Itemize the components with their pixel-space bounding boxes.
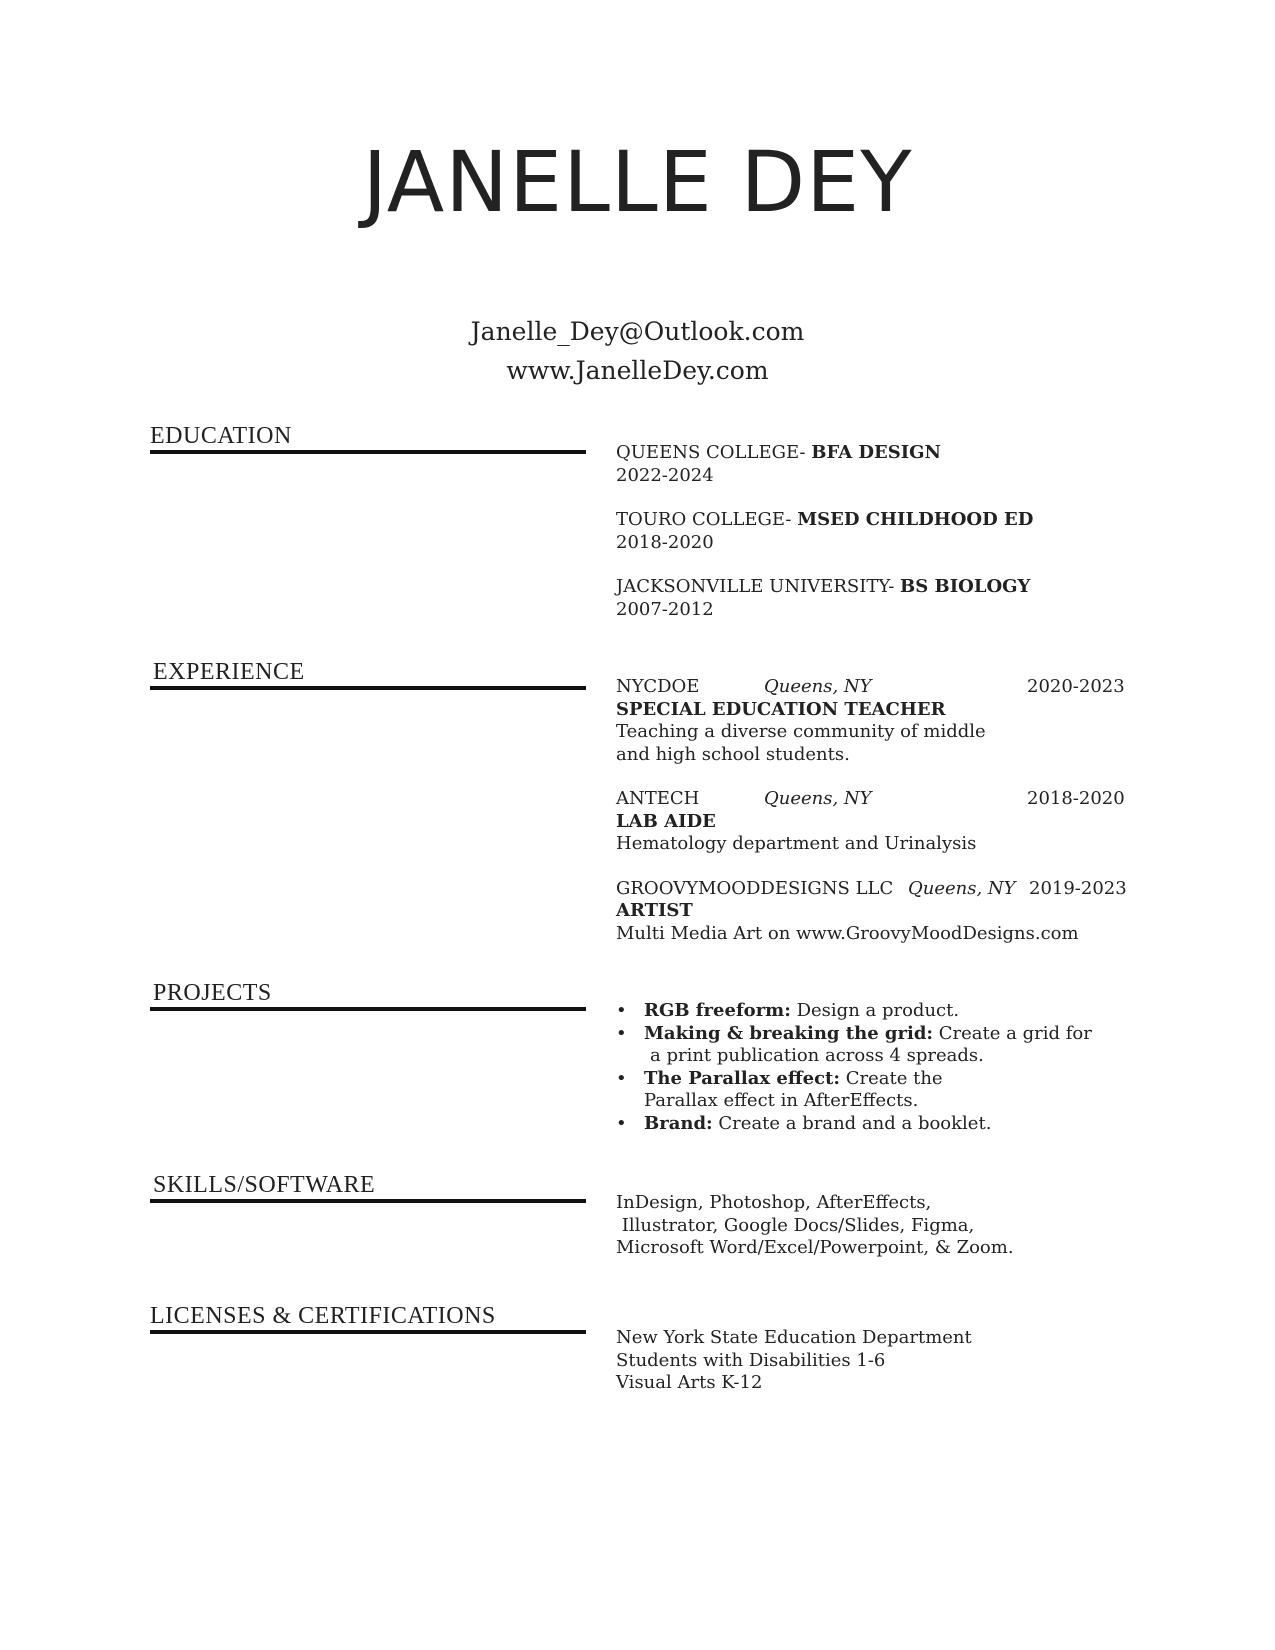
employer: GROOVYMOODDESIGNS LLC — [616, 877, 894, 899]
license-line: Visual Arts K-12 — [616, 1372, 763, 1393]
job-description-line: Hematology department and Urinalysis — [616, 833, 977, 854]
project-item — [616, 1113, 1156, 1136]
project-description: Create a grid for — [933, 1022, 1092, 1044]
project-item — [616, 1000, 1156, 1023]
job-description-line: and high school students. — [616, 743, 850, 765]
experience-item — [616, 676, 1156, 766]
job-title: LAB AIDE — [616, 810, 716, 832]
project-item — [616, 1068, 1156, 1113]
experience-item — [616, 788, 1156, 856]
license-line: Students with Disabilities 1-6 — [616, 1349, 886, 1371]
job-title: SPECIAL EDUCATION TEACHER — [616, 698, 946, 720]
job-location: Queens, NY — [764, 788, 872, 809]
job-years: 2018-2020 — [1027, 788, 1125, 809]
education-years: 2018-2020 — [616, 531, 714, 553]
license-line: New York State Education Department — [616, 1327, 972, 1348]
skills-line: Illustrator, Google Docs/Slides, Figma, — [616, 1214, 975, 1236]
school-name: QUEENS COLLEGE- — [616, 442, 812, 463]
skills-heading: SKILLS/SOFTWARE — [150, 1171, 586, 1203]
education-item — [616, 576, 1156, 621]
experience-item — [616, 878, 1156, 946]
skills-line: Microsoft Word/Excel/Powerpoint, & Zoom. — [616, 1237, 1014, 1258]
job-years: 2020-2023 — [1027, 676, 1125, 697]
bullet: • — [616, 1022, 627, 1044]
job-location: Queens, NY — [908, 877, 1016, 899]
licenses-text — [616, 1327, 1156, 1395]
degree: MSED CHILDHOOD ED — [797, 509, 1034, 530]
projects-heading: PROJECTS — [150, 979, 586, 1011]
project-title: The Parallax effect: — [644, 1067, 840, 1089]
projects-list — [616, 1000, 1156, 1135]
degree: BFA DESIGN — [811, 442, 941, 463]
employer: ANTECH — [616, 788, 700, 809]
job-years: 2019-2023 — [1029, 877, 1127, 899]
education-item — [616, 509, 1156, 554]
project-item — [616, 1023, 1156, 1068]
school-name: TOURO COLLEGE- — [616, 509, 798, 530]
bullet: • — [616, 1067, 627, 1089]
job-location: Queens, NY — [764, 676, 872, 697]
project-description: Create a brand and a booklet. — [712, 1112, 992, 1134]
applicant-name: JANELLE DEY — [362, 133, 913, 231]
job-description-line: Teaching a diverse community of middle — [616, 721, 986, 742]
skills-line: InDesign, Photoshop, AfterEffects, — [616, 1192, 932, 1213]
project-description: Design a product. — [790, 1000, 960, 1021]
project-title: Brand: — [644, 1112, 713, 1134]
experience-list — [616, 676, 1156, 967]
website-address: www.JanelleDey.com — [506, 356, 769, 385]
experience-heading: EXPERIENCE — [150, 658, 586, 690]
licenses-heading: LICENSES & CERTIFICATIONS — [150, 1302, 586, 1334]
project-description: Create the — [840, 1067, 943, 1089]
school-name: JACKSONVILLE UNIVERSITY- — [616, 576, 901, 597]
education-item — [616, 442, 1156, 487]
education-years: 2007-2012 — [616, 598, 714, 620]
degree: BS BIOLOGY — [900, 576, 1031, 597]
email-address: Janelle_Dey@Outlook.com — [470, 317, 805, 346]
education-years: 2022-2024 — [616, 464, 714, 486]
bullet: • — [616, 1112, 627, 1134]
education-heading: EDUCATION — [150, 422, 586, 454]
project-title: RGB freeform: — [644, 1000, 791, 1021]
employer: NYCDOE — [616, 676, 700, 697]
job-title: ARTIST — [616, 900, 693, 921]
project-description: Parallax effect in AfterEffects. — [644, 1090, 919, 1111]
education-list — [616, 442, 1156, 643]
project-title: Making & breaking the grid: — [644, 1022, 934, 1044]
project-description: a print publication across 4 spreads. — [650, 1045, 984, 1066]
skills-text — [616, 1192, 1156, 1260]
bullet: • — [616, 1000, 627, 1021]
job-description-line: Multi Media Art on www.GroovyMoodDesigns.com — [616, 922, 1079, 944]
